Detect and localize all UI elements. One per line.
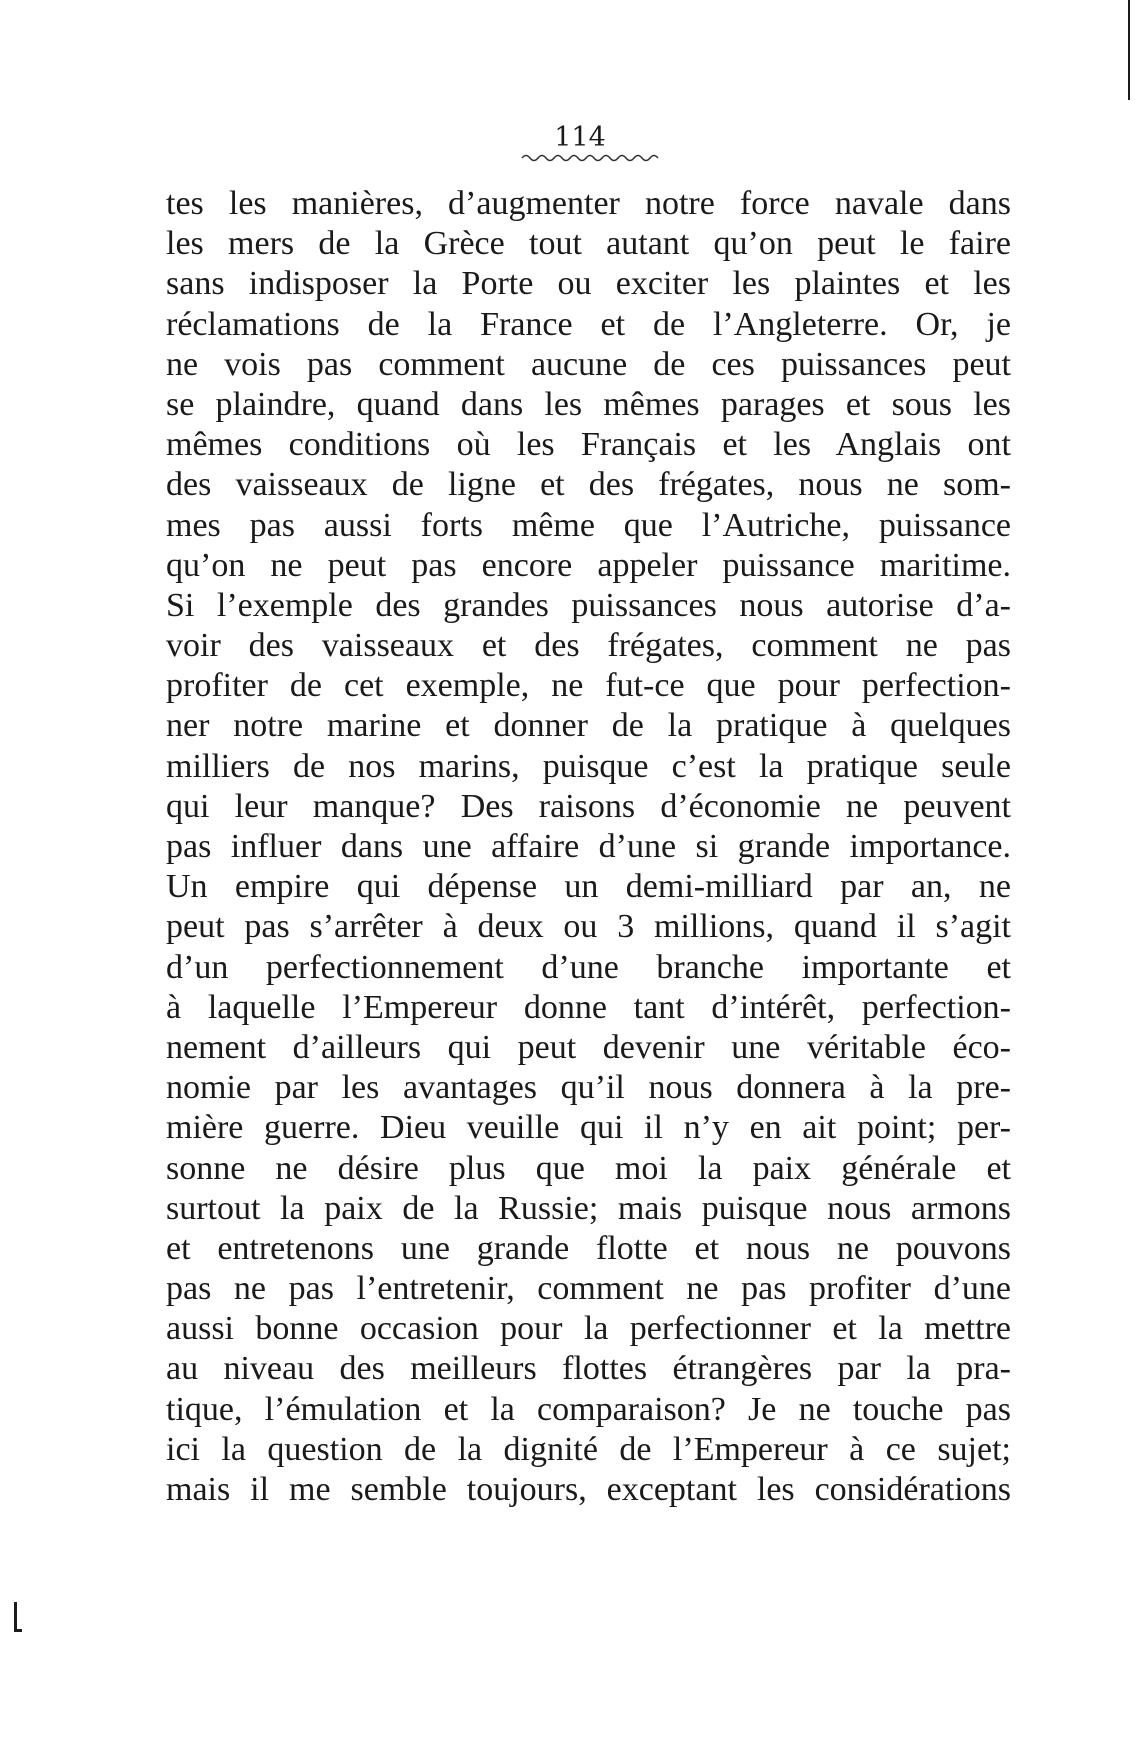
text-line: au niveau des meilleurs flottes étrangères par la pra- [166, 1350, 1011, 1388]
text-line: d’un perfectionnement d’une branche importante et [166, 948, 1011, 986]
text-line: nomie par les avantages qu’il nous donnera à la pre- [166, 1069, 1011, 1107]
text-line: mais il me semble toujours, exceptant les considérations [166, 1471, 1011, 1508]
text-line: mes pas aussi forts même que l’Autriche, puissance [166, 506, 1011, 544]
text-line: tique, l’émulation et la comparaison? Je ne touche pas [166, 1390, 1011, 1428]
text-line: Si l’exemple des grandes puissances nous autorise d’a- [166, 586, 1011, 624]
text-line: mière guerre. Dieu veuille qui il n’y en ait point; per- [166, 1109, 1011, 1147]
text-line: qui leur manque? Des raisons d’économie ne peuvent [166, 787, 1011, 825]
ornament-rule [520, 150, 665, 164]
text-line: milliers de nos marins, puisque c’est la pratique seule [166, 747, 1011, 785]
text-line: les mers de la Grèce tout autant qu’on peut le faire [166, 225, 1011, 263]
text-line: pas influer dans une affaire d’une si grande importance. [166, 828, 1011, 865]
text-line: ner notre marine et donner de la pratique à quelques [166, 707, 1011, 745]
page-number: 114 [554, 122, 606, 153]
text-line: et entretenons une grande flotte et nous ne pouvons [166, 1229, 1011, 1267]
text-line: voir des vaisseaux et des frégates, comment ne pas [166, 627, 1011, 665]
text-line: qu’on ne peut pas encore appeler puissance maritime. [166, 546, 1011, 584]
text-line: à laquelle l’Empereur donne tant d’intérêt, perfection- [166, 988, 1011, 1026]
text-line: sonne ne désire plus que moi la paix générale et [166, 1149, 1011, 1187]
margin-mark [14, 1602, 17, 1632]
text-line: sans indisposer la Porte ou exciter les plaintes et les [166, 265, 1011, 303]
text-line: peut pas s’arrêter à deux ou 3 millions, quand il s’agit [166, 908, 1011, 946]
text-line: aussi bonne occasion pour la perfectionner et la mettre [166, 1310, 1011, 1348]
page-edge-mark [1128, 0, 1130, 100]
text-line: ici la question de la dignité de l’Empereur à ce sujet; [166, 1430, 1011, 1468]
text-line: pas ne pas l’entretenir, comment ne pas profiter d’une [166, 1270, 1011, 1308]
text-line: profiter de cet exemple, ne fut-ce que pour perfection- [166, 667, 1011, 705]
text-line: tes les manières, d’augmenter notre force navale dans [166, 185, 1011, 222]
text-line: se plaindre, quand dans les mêmes parages et sous les [166, 385, 1011, 423]
text-line: ne vois pas comment aucune de ces puissances peut [166, 345, 1011, 383]
text-line: réclamations de la France et de l’Angleterre. Or, je [166, 305, 1011, 343]
text-line: mêmes conditions où les Français et les Anglais ont [166, 426, 1011, 464]
text-line: des vaisseaux de ligne et des frégates, nous ne som- [166, 466, 1011, 504]
text-line: surtout la paix de la Russie; mais puisque nous armons [166, 1189, 1011, 1227]
body-text [166, 184, 1011, 1510]
text-line: nement d’ailleurs qui peut devenir une véritable éco- [166, 1028, 1011, 1066]
text-line: Un empire qui dépense un demi-milliard par an, ne [166, 868, 1011, 906]
